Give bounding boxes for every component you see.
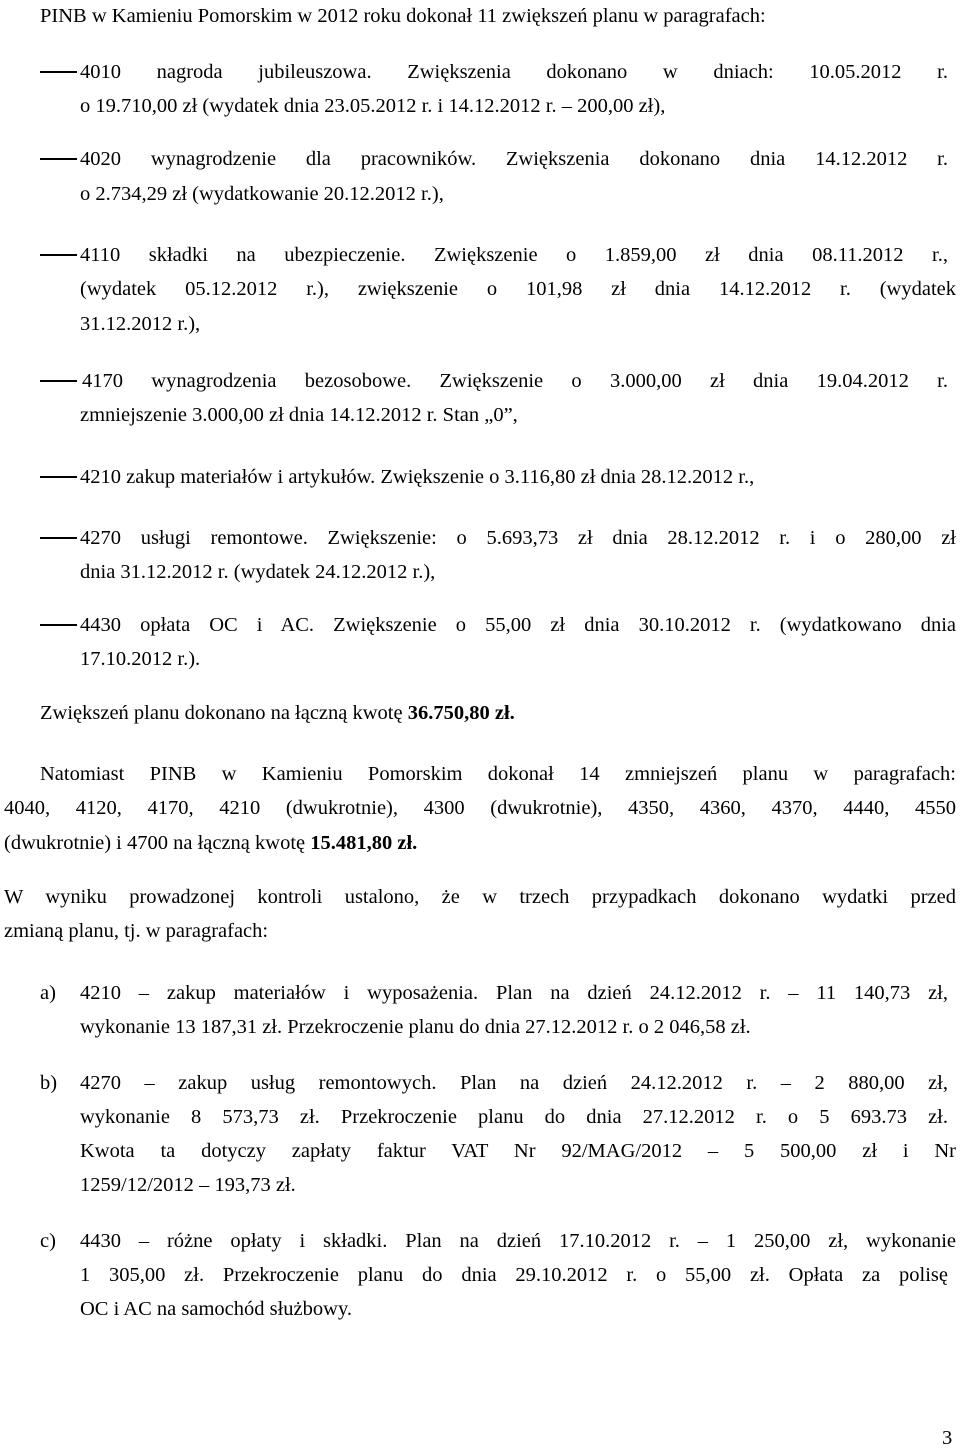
point-c-line-3: OC i AC na samochód służbowy. [80, 1298, 352, 1320]
item-4430-line-2: 17.10.2012 r.). [80, 648, 201, 670]
point-a-marker: a) [40, 982, 56, 1004]
dash-bullet [40, 624, 77, 626]
item-4110-line-1: 4110 składki na ubezpieczenie. Zwiększenie o 1.859,00 zł dnia 08.11.2012 r., [80, 244, 948, 266]
decrease-line-1: Natomiast PINB w Kamieniu Pomorskim dokonał 14 zmniejszeń planu w paragrafach: [40, 763, 956, 785]
intro-text: PINB w Kamieniu Pomorskim w 2012 roku dokonał 11 zwiększeń planu w paragrafach: [40, 5, 766, 27]
point-c-line-2: 1 305,00 zł. Przekroczenie planu do dnia 29.10.2012 r. o 55,00 zł. Opłata za polisę [80, 1264, 948, 1286]
point-b-line-4: 1259/12/2012 – 193,73 zł. [80, 1174, 296, 1196]
decrease-line-3-text: (dwukrotnie) i 4700 na łączną kwotę [4, 832, 311, 854]
dash-bullet [40, 476, 77, 478]
point-b-line-2: wykonanie 8 573,73 zł. Przekroczenie planu do dnia 27.12.2012 r. o 5 693.73 zł. [80, 1106, 948, 1128]
dash-bullet [40, 380, 77, 382]
item-4430-line-1: 4430 opłata OC i AC. Zwiększenie o 55,00 zł dnia 30.10.2012 r. (wydatkowano dnia [80, 614, 956, 636]
point-a-line-1: 4210 – zakup materiałów i wyposażenia. Plan na dzień 24.12.2012 r. – 11 140,73 zł, [80, 982, 948, 1004]
point-b-line-3: Kwota ta dotyczy zapłaty faktur VAT Nr 92/MAG/2012 – 5 500,00 zł i Nr [80, 1140, 956, 1162]
item-4210-line-1: 4210 zakup materiałów i artykułów. Zwiększenie o 3.116,80 zł dnia 28.12.2012 r., [80, 466, 755, 488]
dash-bullet [40, 537, 77, 539]
point-c-line-1: 4430 – różne opłaty i składki. Plan na dzień 17.10.2012 r. – 1 250,00 zł, wykonanie [80, 1230, 956, 1252]
page-number: 3 [942, 1427, 953, 1449]
control-line-1: W wyniku prowadzonej kontroli ustalono, że w trzech przypadkach dokonano wydatki przed [4, 886, 956, 908]
point-b-line-1: 4270 – zakup usług remontowych. Plan na dzień 24.12.2012 r. – 2 880,00 zł, [80, 1072, 948, 1094]
increase-summary [40, 703, 515, 724]
item-4170-line-2: zmniejszenie 3.000,00 zł dnia 14.12.2012 r. Stan „0”, [80, 404, 518, 426]
decrease-line-3 [4, 833, 417, 854]
item-4270-line-2: dnia 31.12.2012 r. (wydatek 24.12.2012 r.), [80, 561, 436, 583]
item-4110-line-3: 31.12.2012 r.), [80, 313, 201, 335]
dash-bullet [40, 71, 77, 73]
item-4270-line-1: 4270 usługi remontowe. Zwiększenie: o 5.693,73 zł dnia 28.12.2012 r. i o 280,00 zł [80, 527, 956, 549]
point-b-marker: b) [40, 1072, 58, 1094]
decrease-total-amount: 15.481,80 zł. [310, 832, 418, 854]
increase-summary-text: Zwiększeń planu dokonano na łączną kwotę [40, 702, 408, 724]
dash-bullet [40, 254, 77, 256]
increase-total-amount: 36.750,80 zł. [407, 702, 515, 724]
point-c-marker: c) [40, 1230, 56, 1252]
point-a-line-2: wykonanie 13 187,31 zł. Przekroczenie planu do dnia 27.12.2012 r. o 2 046,58 zł. [80, 1016, 751, 1038]
dash-bullet [40, 158, 77, 160]
item-4110-line-2: (wydatek 05.12.2012 r.), zwiększenie o 101,98 zł dnia 14.12.2012 r. (wydatek [80, 278, 956, 300]
item-4010-line-1: 4010 nagroda jubileuszowa. Zwiększenia dokonano w dniach: 10.05.2012 r. [80, 61, 948, 83]
item-4170-line-1: 4170 wynagrodzenia bezosobowe. Zwiększenie o 3.000,00 zł dnia 19.04.2012 r. [82, 370, 948, 392]
control-line-2: zmianą planu, tj. w paragrafach: [4, 920, 269, 942]
decrease-line-2: 4040, 4120, 4170, 4210 (dwukrotnie), 4300 (dwukrotnie), 4350, 4360, 4370, 4440, 4550 [4, 797, 956, 819]
item-4010-line-2: o 19.710,00 zł (wydatek dnia 23.05.2012 r. i 14.12.2012 r. – 200,00 zł), [80, 95, 666, 117]
item-4020-line-1: 4020 wynagrodzenie dla pracowników. Zwiększenia dokonano dnia 14.12.2012 r. [80, 148, 948, 170]
item-4020-line-2: o 2.734,29 zł (wydatkowanie 20.12.2012 r.), [80, 183, 444, 205]
